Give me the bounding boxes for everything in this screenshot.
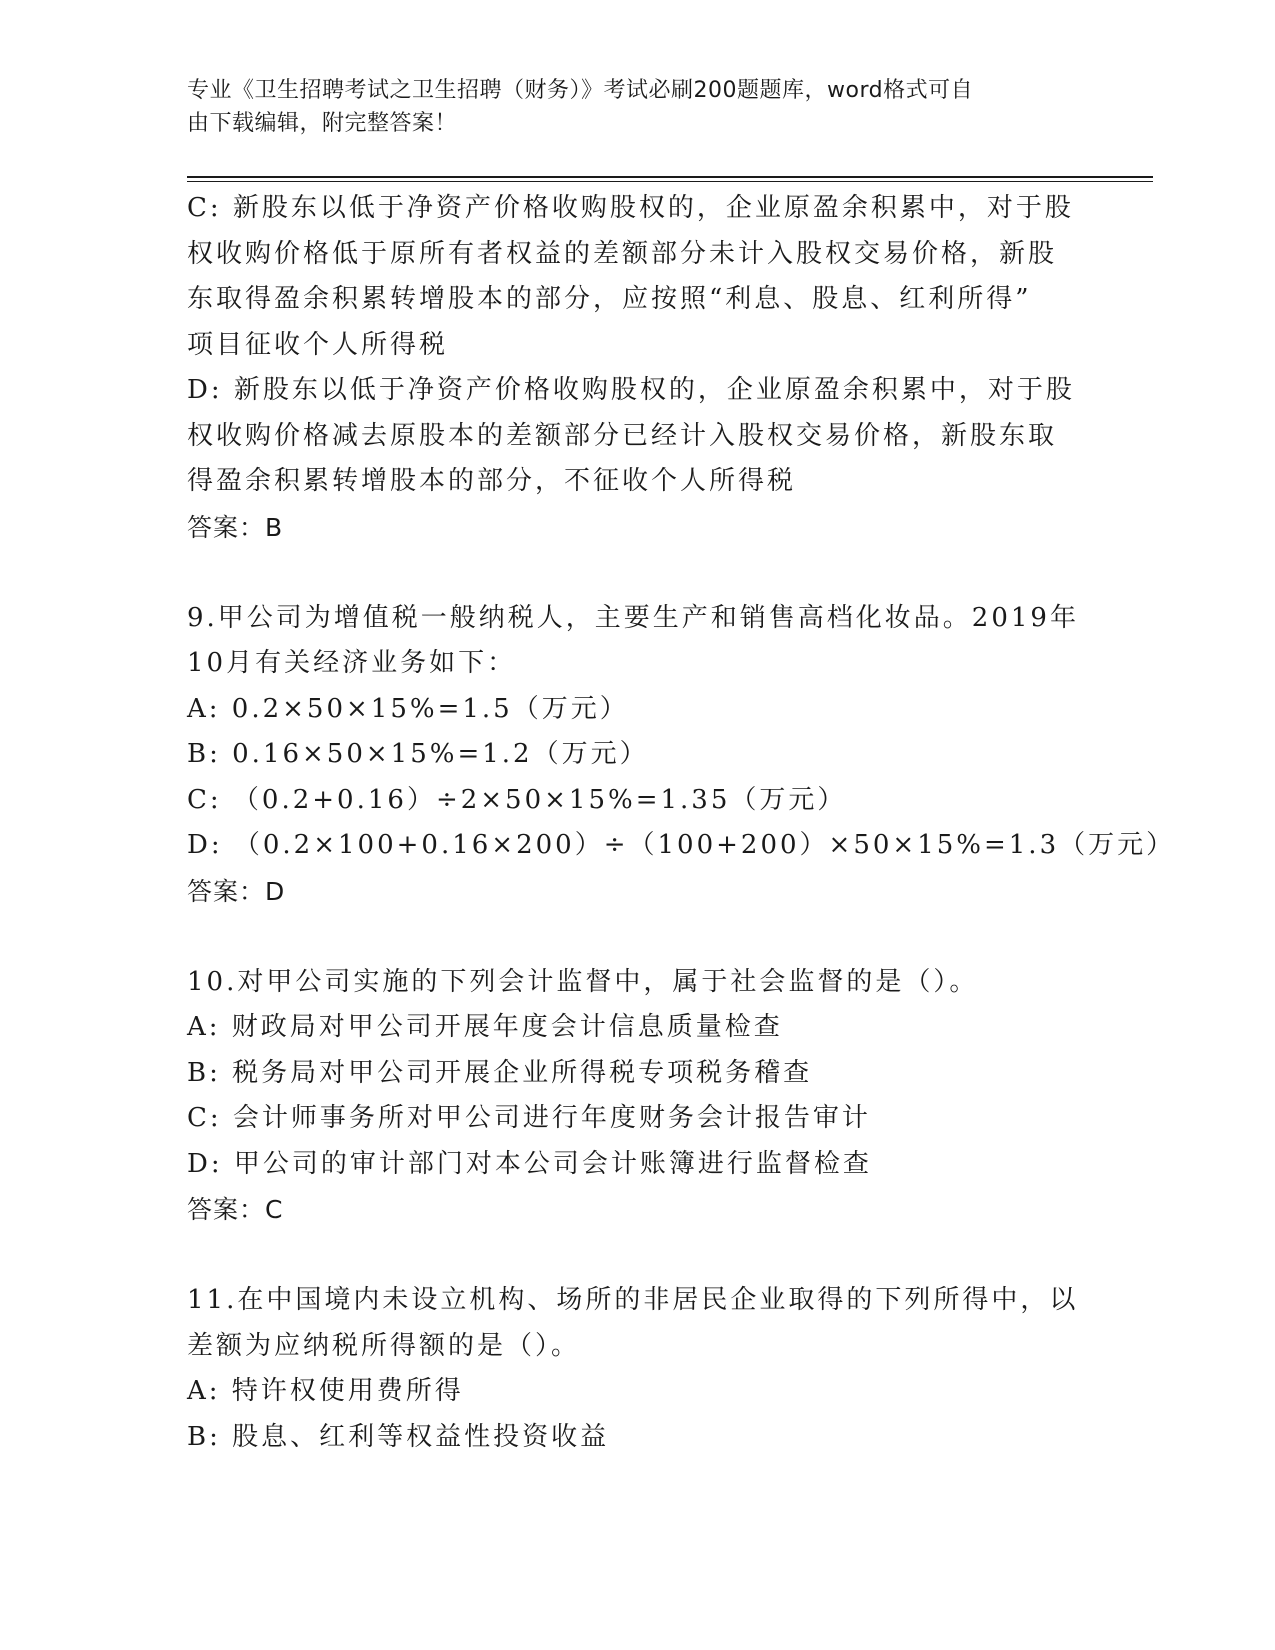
option-a: A: 财政局对甲公司开展年度会计信息质量检查 (187, 1012, 783, 1042)
option-d: D: （0.2×100+0.16×200）÷（100+200）×50×15%=1.3（万元） (187, 830, 1176, 860)
question-stem: 10月有关经济业务如下： (187, 648, 517, 678)
question-9 (187, 596, 1176, 915)
spacer (187, 1233, 1087, 1279)
question-8-tail (187, 186, 1087, 550)
document-body (187, 186, 1176, 1460)
option-c: C: （0.2+0.16）÷2×50×15%=1.35（万元） (187, 784, 847, 815)
spacer (187, 914, 1087, 960)
option-a: A: 特许权使用费所得 (187, 1376, 464, 1406)
header-divider-thick (187, 176, 1153, 178)
header-line-1: 专业《卫生招聘考试之卫生招聘（财务）》考试必刷200题题库，word格式可自 (187, 78, 974, 103)
option-d-line: 权收购价格减去原股本的差额部分已经计入股权交易价格，新股东取 (187, 420, 1058, 451)
answer-label: 答案：B (187, 512, 284, 542)
question-11 (187, 1278, 1087, 1460)
answer-label: 答案：D (187, 876, 286, 906)
option-b: B: 0.16×50×15%=1.2（万元） (187, 739, 649, 769)
option-d-line: D: 新股东以低于净资产价格收购股权的，企业原盈余积累中，对于股 (187, 375, 1075, 405)
question-stem: 差额为应纳税所得额的是（）。 (187, 1330, 581, 1361)
question-10 (187, 960, 1087, 1233)
document-header (187, 74, 1087, 140)
option-c: C: 会计师事务所对甲公司进行年度财务会计报告审计 (187, 1103, 871, 1133)
option-a: A: 0.2×50×15%=1.5（万元） (187, 693, 629, 724)
question-stem: 11.在中国境内未设立机构、场所的非居民企业取得的下列所得中，以 (187, 1285, 1079, 1315)
option-b: B: 股息、红利等权益性投资收益 (187, 1421, 610, 1452)
option-d-line: 得盈余积累转增股本的部分，不征收个人所得税 (187, 466, 797, 496)
question-stem: 10.对甲公司实施的下列会计监督中，属于社会监督的是（）。 (187, 966, 979, 997)
spacer (187, 550, 1087, 596)
option-c-line: C: 新股东以低于净资产价格收购股权的，企业原盈余积累中，对于股 (187, 193, 1074, 223)
option-b: B: 税务局对甲公司开展企业所得税专项税务稽查 (187, 1057, 813, 1088)
question-stem: 9.甲公司为增值税一般纳税人，主要生产和销售高档化妆品。2019年 (187, 602, 1079, 633)
option-c-line: 项目征收个人所得税 (187, 329, 449, 360)
option-d: D: 甲公司的审计部门对本公司会计账簿进行监督检查 (187, 1148, 872, 1179)
answer-label: 答案：C (187, 1195, 284, 1224)
header-line-2: 由下载编辑，附完整答案！ (187, 111, 458, 136)
header-divider-thin (187, 181, 1153, 182)
option-c-line: 权收购价格低于原所有者权益的差额部分未计入股权交易价格，新股 (187, 238, 1058, 269)
option-c-line: 东取得盈余积累转增股本的部分，应按照“利息、股息、红利所得” (187, 284, 1032, 314)
